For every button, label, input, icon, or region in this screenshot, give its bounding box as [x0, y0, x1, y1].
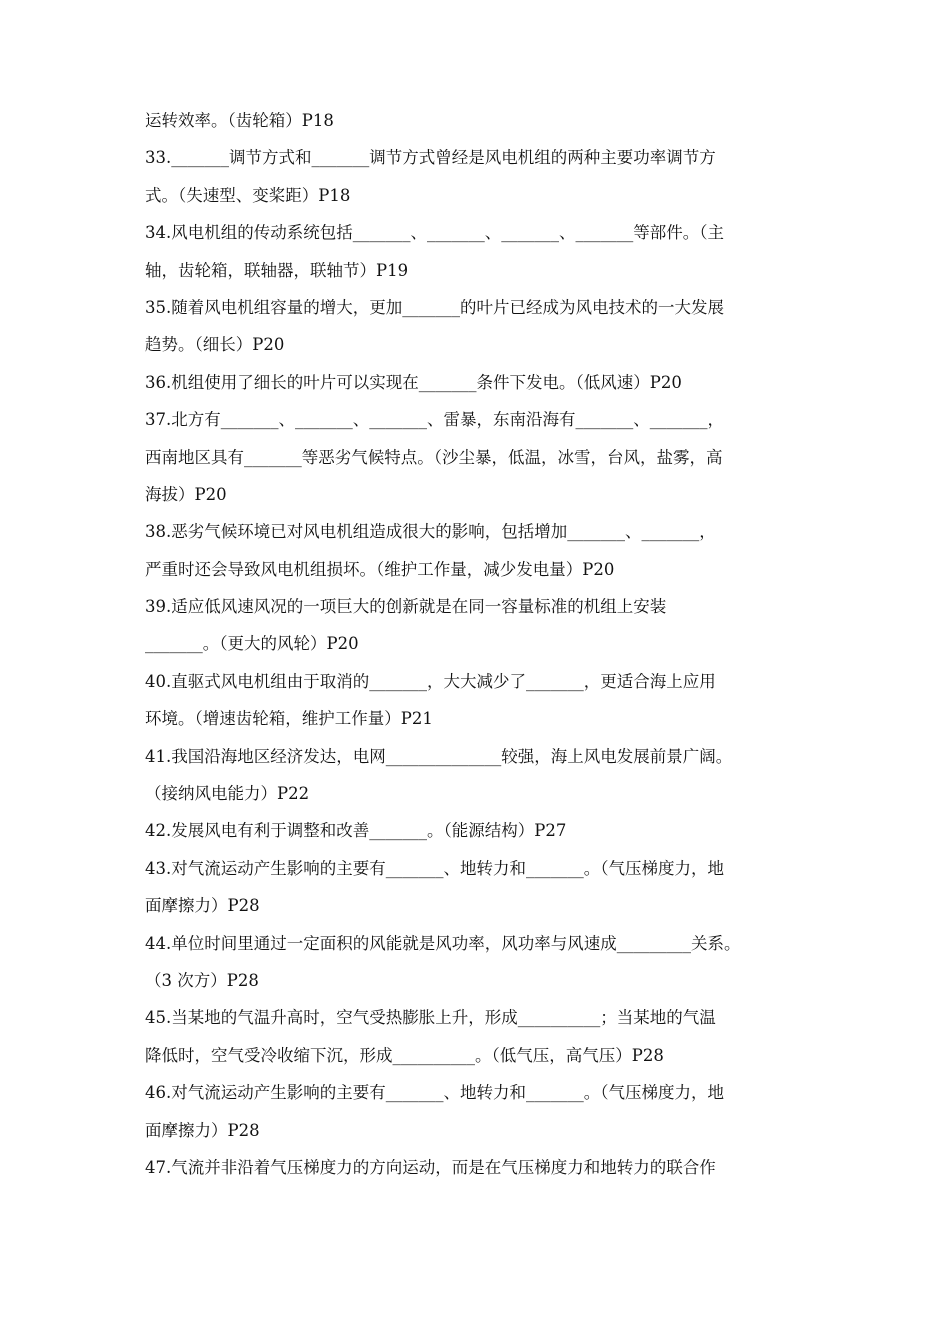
- text-line: 降低时，空气受冷收缩下沉，形成__________。（低气压，高气压）P28: [145, 1045, 664, 1065]
- text-line: 45.当某地的气温升高时，空气受热膨胀上升，形成__________；当某地的气温: [145, 1008, 716, 1028]
- text-line: 面摩擦力）P28: [145, 1120, 260, 1140]
- text-line: 36.机组使用了细长的叶片可以实现在_______条件下发电。（低风速）P20: [145, 372, 682, 392]
- text-line: 46.对气流运动产生影响的主要有_______、地转力和_______。（气压梯度力，地: [145, 1083, 724, 1103]
- text-line: 式。（失速型、变桨距）P18: [145, 185, 351, 205]
- text-line: 面摩擦力）P28: [145, 896, 260, 916]
- text-line: 严重时还会导致风电机组损坏。（维护工作量，减少发电量）P20: [145, 559, 615, 579]
- text-line: 44.单位时间里通过一定面积的风能就是风功率，风功率与风速成_________关系。: [145, 933, 741, 953]
- text-line: 38.恶劣气候环境已对风电机组造成很大的影响，包括增加_______、_______，: [145, 522, 716, 542]
- text-line: 环境。（增速齿轮箱，维护工作量）P21: [145, 709, 433, 729]
- text-line: _______。（更大的风轮）P20: [145, 634, 359, 654]
- text-line: （3 次方）P28: [145, 970, 259, 990]
- text-line: 47.气流并非沿着气压梯度力的方向运动，而是在气压梯度力和地转力的联合作: [145, 1157, 716, 1177]
- text-line: 43.对气流运动产生影响的主要有_______、地转力和_______。（气压梯度力，地: [145, 858, 724, 878]
- text-line: 海拔）P20: [145, 484, 227, 504]
- text-line: 33._______调节方式和_______调节方式曾经是风电机组的两种主要功率调节方: [145, 148, 716, 168]
- text-line: 37.北方有_______、_______、_______、雷暴，东南沿海有_______、_______，: [145, 410, 724, 430]
- document-body: [145, 102, 825, 1186]
- text-line: 运转效率。（齿轮箱）P18: [145, 111, 334, 130]
- text-line: 42.发展风电有利于调整和改善_______。（能源结构）P27: [145, 821, 567, 841]
- text-line: 趋势。（细长）P20: [145, 335, 285, 355]
- text-line: 41.我国沿海地区经济发达，电网______________较强，海上风电发展前景广阔。: [145, 746, 733, 766]
- text-line: 39.适应低风速风况的一项巨大的创新就是在同一容量标准的机组上安装: [145, 597, 667, 617]
- text-line: 34.风电机组的传动系统包括_______、_______、_______、_______等部件。（主: [145, 223, 724, 243]
- text-line: 轴，齿轮箱，联轴器，联轴节）P19: [145, 260, 409, 280]
- text-line: （接纳风电能力）P22: [145, 784, 310, 804]
- text-line: 40.直驱式风电机组由于取消的_______，大大减少了_______，更适合海上应用: [145, 671, 716, 691]
- text-line: 西南地区具有_______等恶劣气候特点。（沙尘暴，低温，冰雪，台风，盐雾，高: [145, 447, 723, 467]
- text-line: 35.随着风电机组容量的增大，更加_______的叶片已经成为风电技术的一大发展: [145, 297, 724, 317]
